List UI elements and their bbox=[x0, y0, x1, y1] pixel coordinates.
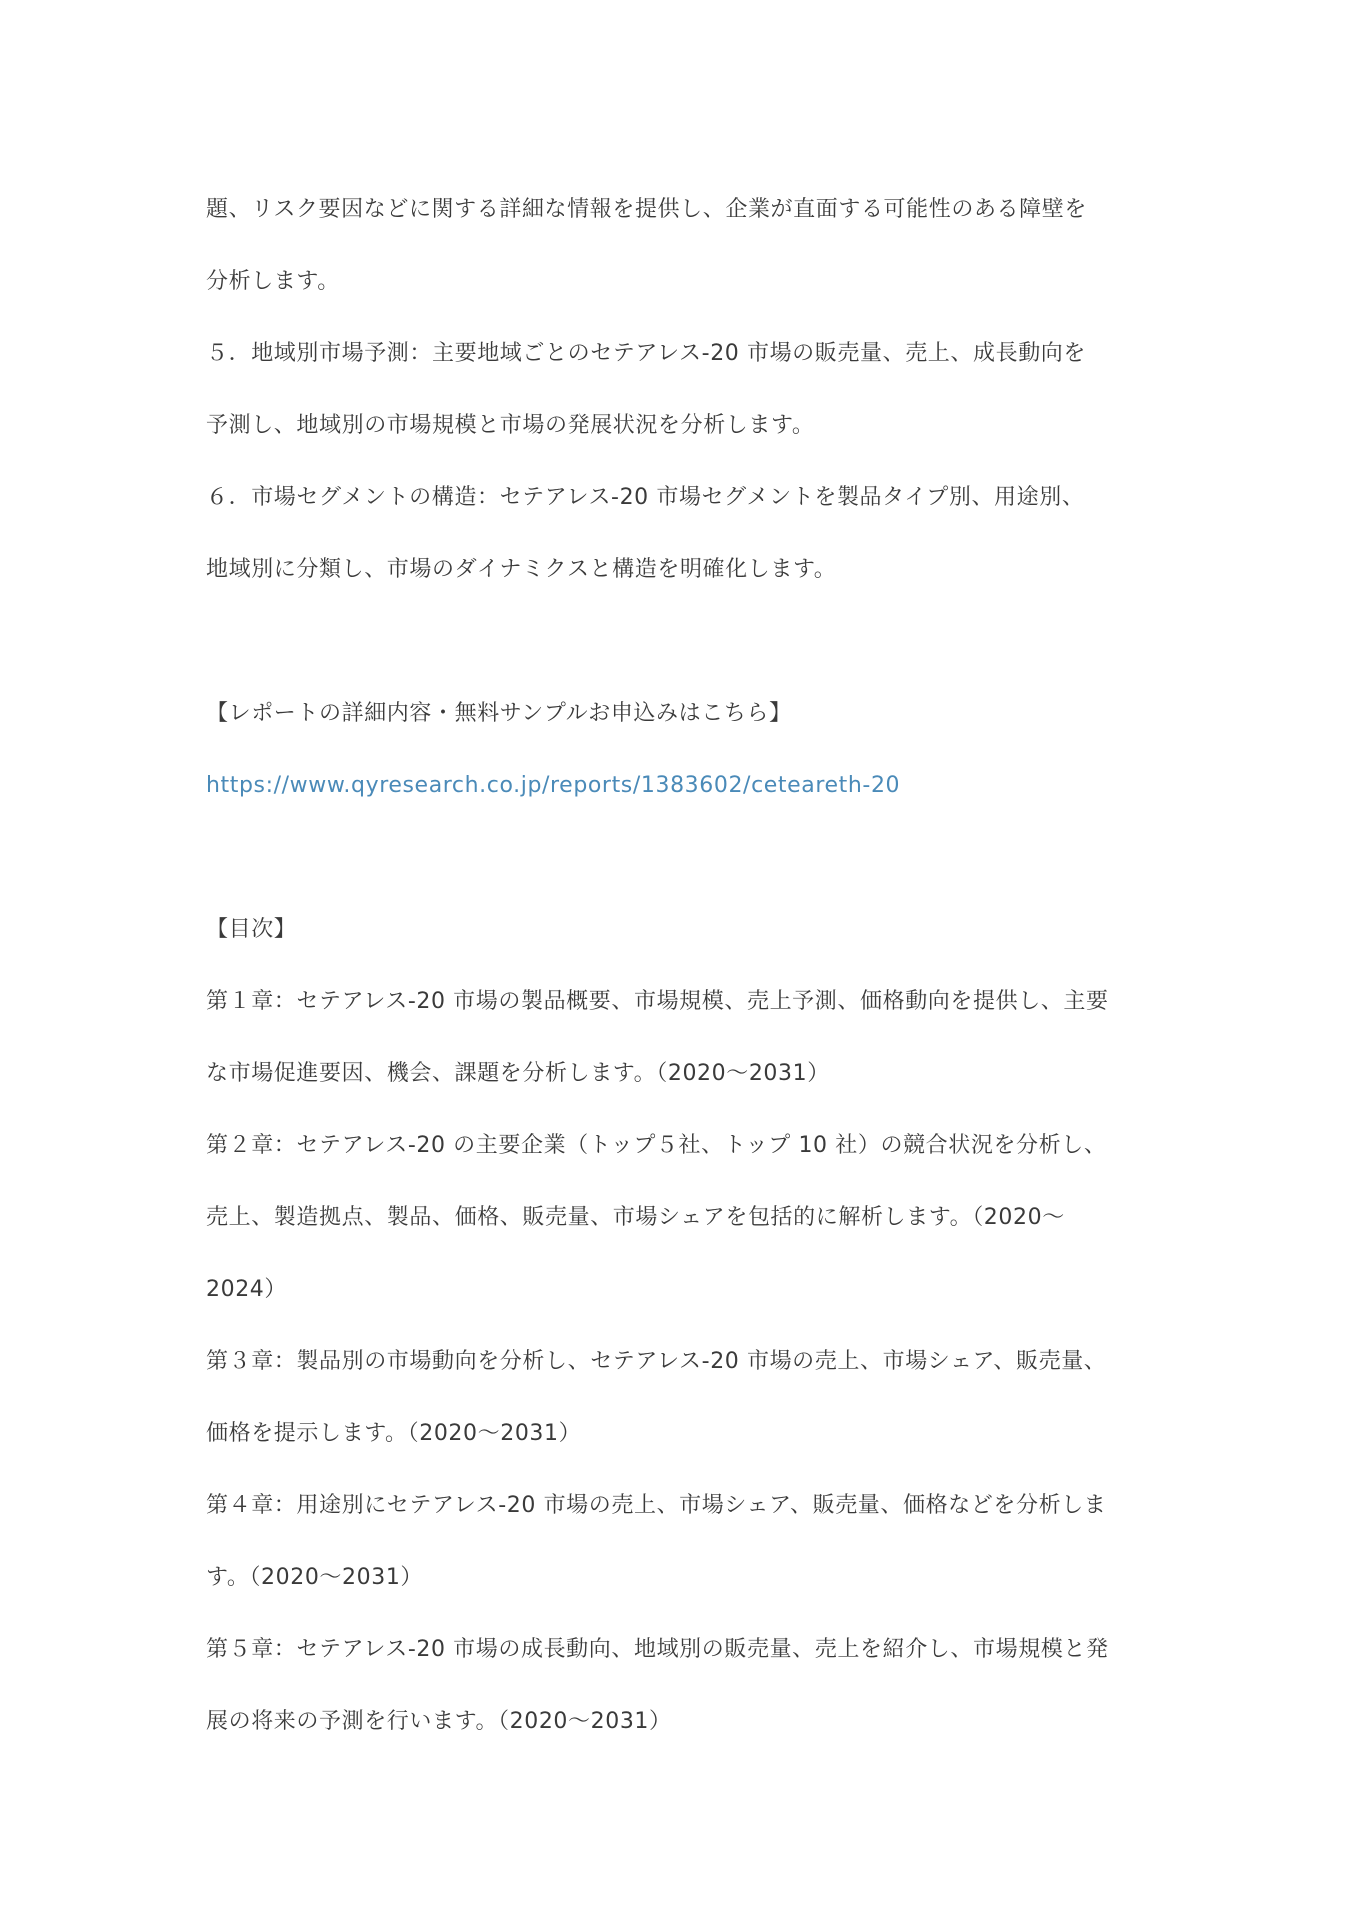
spacer bbox=[206, 606, 1166, 678]
document-body bbox=[206, 174, 1166, 1758]
toc-line: 第１章：セテアレス-20 市場の製品概要、市場規模、売上予測、価格動向を提供し、主要 bbox=[206, 989, 1109, 1014]
body-line: ６．市場セグメントの構造：セテアレス-20 市場セグメントを製品タイプ別、用途別、 bbox=[206, 485, 1085, 510]
toc-line: 売上、製造拠点、製品、価格、販売量、市場シェアを包括的に解析します。（2020～ bbox=[206, 1205, 1065, 1230]
toc-line: 第３章：製品別の市場動向を分析し、セテアレス-20 市場の売上、市場シェア、販売量、 bbox=[206, 1349, 1107, 1374]
toc-line: す。（2020～2031） bbox=[206, 1565, 424, 1590]
body-line: 地域別に分類し、市場のダイナミクスと構造を明確化します。 bbox=[206, 557, 837, 582]
body-line: ５．地域別市場予測：主要地域ごとのセテアレス-20 市場の販売量、売上、成長動向を bbox=[206, 341, 1086, 366]
body-line: 分析します。 bbox=[206, 269, 340, 294]
toc-heading: 【目次】 bbox=[206, 917, 297, 942]
toc-line: 第２章：セテアレス-20 の主要企業（トップ５社、トップ 10 社）の競合状況を分析し、 bbox=[206, 1133, 1107, 1158]
toc-line: 第５章：セテアレス-20 市場の成長動向、地域別の販売量、売上を紹介し、市場規模と発 bbox=[206, 1637, 1109, 1662]
body-line: 題、リスク要因などに関する詳細な情報を提供し、企業が直面する可能性のある障壁を bbox=[206, 197, 1087, 222]
report-heading: 【レポートの詳細内容・無料サンプルお申込みはこちら】 bbox=[206, 701, 792, 726]
spacer bbox=[206, 822, 1166, 894]
toc-line: 2024） bbox=[206, 1277, 287, 1302]
toc-line: 展の将来の予測を行います。（2020～2031） bbox=[206, 1709, 672, 1734]
toc-line: 第４章：用途別にセテアレス-20 市場の売上、市場シェア、販売量、価格などを分析しま bbox=[206, 1493, 1107, 1518]
toc-line: 価格を提示します。（2020～2031） bbox=[206, 1421, 582, 1446]
report-link[interactable]: https://www.qyresearch.co.jp/reports/1383602/ceteareth-20 bbox=[206, 773, 901, 798]
toc-line: な市場促進要因、機会、課題を分析します。（2020～2031） bbox=[206, 1061, 830, 1086]
body-line: 予測し、地域別の市場規模と市場の発展状況を分析します。 bbox=[206, 413, 815, 438]
